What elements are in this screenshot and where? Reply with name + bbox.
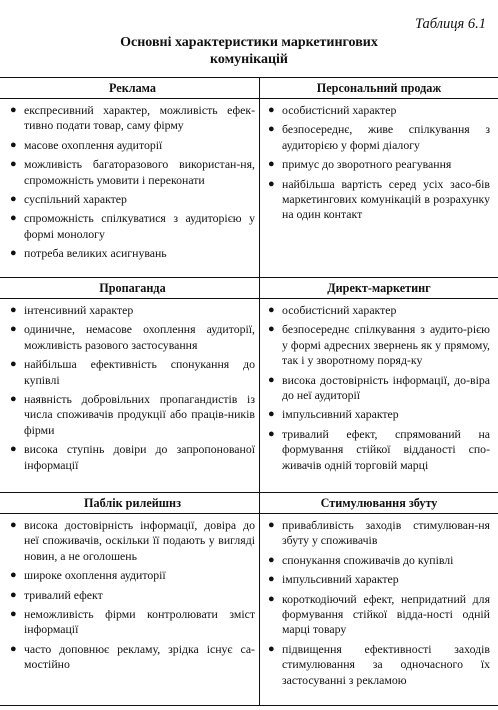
bullet-icon: ● — [10, 304, 17, 316]
list-item — [268, 407, 490, 422]
item-text: інтенсивний характер — [24, 303, 134, 317]
bullet-icon: ● — [268, 408, 275, 421]
item-text: імпульсивний характер — [282, 407, 399, 422]
bullet-icon: ● — [268, 642, 275, 655]
cell-sales-promotion — [260, 493, 498, 706]
bullet-icon: ● — [10, 104, 17, 116]
cell-heading: Пропаганда — [99, 281, 166, 295]
list-item — [268, 427, 490, 473]
item-text: безпосереднє, живе спілкування з аудиторією у формі діалогу — [282, 122, 490, 152]
list-item — [268, 177, 490, 223]
cell-personal-selling — [260, 78, 498, 277]
list-item — [10, 192, 255, 207]
characteristics-list — [10, 303, 255, 473]
bullet-icon: ● — [268, 104, 275, 116]
item-text: можливість багаторазового використан-ня, спроможність умовити і переконати — [24, 157, 255, 187]
list-item — [268, 553, 490, 568]
bullet-icon: ● — [10, 519, 17, 531]
item-text: спроможність спілкуватися з аудиторією у формі монологу — [24, 211, 255, 241]
item-text: часто доповнює рекламу, зрідка існує са-мостійно — [24, 641, 255, 672]
list-item — [268, 518, 490, 549]
cell-heading: Персональний продаж — [316, 81, 442, 95]
list-item — [10, 357, 255, 388]
item-text: широке охоплення аудиторії — [24, 568, 166, 583]
characteristics-list — [10, 518, 255, 673]
bullet-icon: ● — [10, 608, 17, 621]
bullet-icon: ● — [268, 304, 275, 316]
list-item — [10, 392, 255, 438]
characteristics-list — [268, 103, 490, 223]
list-item — [268, 122, 490, 153]
characteristics-list — [268, 518, 490, 688]
list-item — [268, 322, 490, 368]
bullet-icon: ● — [10, 212, 17, 225]
list-item — [10, 157, 255, 188]
list-item — [10, 246, 255, 261]
item-text: неможливість фірми контролювати зміст інформації — [24, 607, 255, 637]
item-text: привабливість заходів стимулюван-ня збуту у споживачів — [282, 518, 490, 548]
list-item — [268, 642, 490, 688]
cell-heading: Директ-маркетинг — [327, 281, 431, 295]
list-item — [10, 518, 255, 564]
bullet-icon: ● — [10, 588, 17, 601]
table-title — [0, 34, 498, 68]
list-item — [10, 322, 255, 353]
item-text: одиничне, немасове охоплення аудиторії, можливість разового застосування — [24, 322, 255, 352]
item-text: суспільний характер — [24, 192, 127, 207]
bullet-icon: ● — [268, 123, 275, 136]
heading-separator — [260, 298, 498, 299]
item-text: особистісний характер — [282, 103, 397, 117]
item-text: масове охоплення аудиторії — [24, 137, 163, 152]
list-item — [10, 607, 255, 638]
bullet-icon: ● — [268, 519, 275, 531]
list-item — [268, 373, 490, 404]
cell-direct-marketing — [260, 278, 498, 492]
heading-separator — [260, 513, 498, 514]
cell-public-relations — [0, 493, 259, 706]
characteristics-list — [10, 103, 255, 262]
bullet-icon: ● — [268, 573, 275, 586]
item-text: тривалий ефект, спрямований на формування стійкої відданості спо-живачів одній торговій марці — [282, 426, 490, 472]
bullet-icon: ● — [268, 158, 275, 171]
item-text: висока достовірність інформації, довіра до неї споживачів, оскільки її подають у вигляді новин, а не оголошень — [24, 518, 255, 563]
title-line-1: Основні характеристики маркетингових — [120, 35, 378, 50]
item-text: наявність добровільних пропагандистів із числа споживачів продукції або праців-ників фірми — [24, 392, 255, 437]
heading-separator — [0, 513, 265, 514]
list-item — [10, 303, 255, 318]
item-text: особистісний характер — [282, 303, 397, 317]
list-item — [268, 572, 490, 587]
heading-separator — [0, 298, 265, 299]
item-text: висока достовірність інформації, до-віра до неї аудиторії — [282, 372, 490, 403]
item-text: імпульсивний характер — [282, 572, 399, 587]
list-item — [10, 138, 255, 153]
item-text: спонукання споживачів до купівлі — [282, 552, 454, 567]
item-text: короткодіючий ефект, непридатний для формування стійкої відда-ності одній марці товару — [282, 591, 490, 637]
cell-propaganda — [0, 278, 259, 492]
list-item — [268, 303, 490, 318]
bullet-icon: ● — [10, 642, 17, 655]
list-item — [268, 103, 490, 118]
list-item — [10, 103, 255, 134]
bullet-icon: ● — [268, 553, 275, 566]
bullet-icon: ● — [10, 358, 17, 371]
bullet-icon: ● — [268, 323, 275, 336]
list-item — [10, 211, 255, 242]
cell-heading: Реклама — [109, 81, 156, 95]
cell-advertising — [0, 78, 259, 277]
characteristics-table — [0, 77, 498, 706]
bullet-icon: ● — [10, 569, 17, 582]
bullet-icon: ● — [10, 193, 17, 206]
list-item — [10, 588, 255, 603]
list-item — [268, 592, 490, 638]
bullet-icon: ● — [10, 138, 17, 151]
bullet-icon: ● — [10, 158, 17, 171]
bullet-icon: ● — [10, 247, 17, 260]
bullet-icon: ● — [10, 443, 17, 456]
item-text: висока ступінь довіри до запропонованої інформації — [24, 442, 255, 472]
bullet-icon: ● — [268, 427, 275, 440]
list-item — [268, 157, 490, 172]
item-text: підвищення ефективності заходів стимулювання за одночасного їх застосуванні з рекламою — [282, 641, 490, 687]
bullet-icon: ● — [10, 323, 17, 336]
characteristics-list — [268, 303, 490, 473]
item-text: найбільша ефективність спонукання до купівлі — [24, 357, 255, 387]
item-text: експресивний характер, можливість ефек-тивно подати товар, саму фірму — [24, 103, 255, 133]
item-text: тривалий ефект — [24, 587, 103, 602]
item-text: примус до зворотного реагування — [282, 157, 452, 172]
item-text: найбільша вартість серед усіх засо-бів маркетингових комунікацій в розрахунку на один контакт — [282, 176, 490, 222]
table-number-label: Таблиця 6.1 — [414, 16, 486, 32]
item-text: безпосереднє спілкування з аудито-рією у формі адресних звернень як у прямому, так і у зворотному поряд-ку — [282, 322, 490, 368]
bullet-icon: ● — [268, 592, 275, 605]
cell-heading: Стимулювання збуту — [320, 496, 438, 510]
bullet-icon: ● — [268, 373, 275, 386]
title-line-2: комунікацій — [210, 52, 288, 67]
list-item — [10, 442, 255, 473]
cell-heading: Паблік рилейшнз — [84, 496, 181, 510]
list-item — [10, 568, 255, 583]
bullet-icon: ● — [10, 393, 17, 406]
bullet-icon: ● — [268, 177, 275, 190]
heading-separator — [260, 98, 498, 99]
list-item — [10, 642, 255, 673]
heading-separator — [0, 98, 265, 99]
item-text: потреба великих асигнувань — [24, 246, 167, 261]
